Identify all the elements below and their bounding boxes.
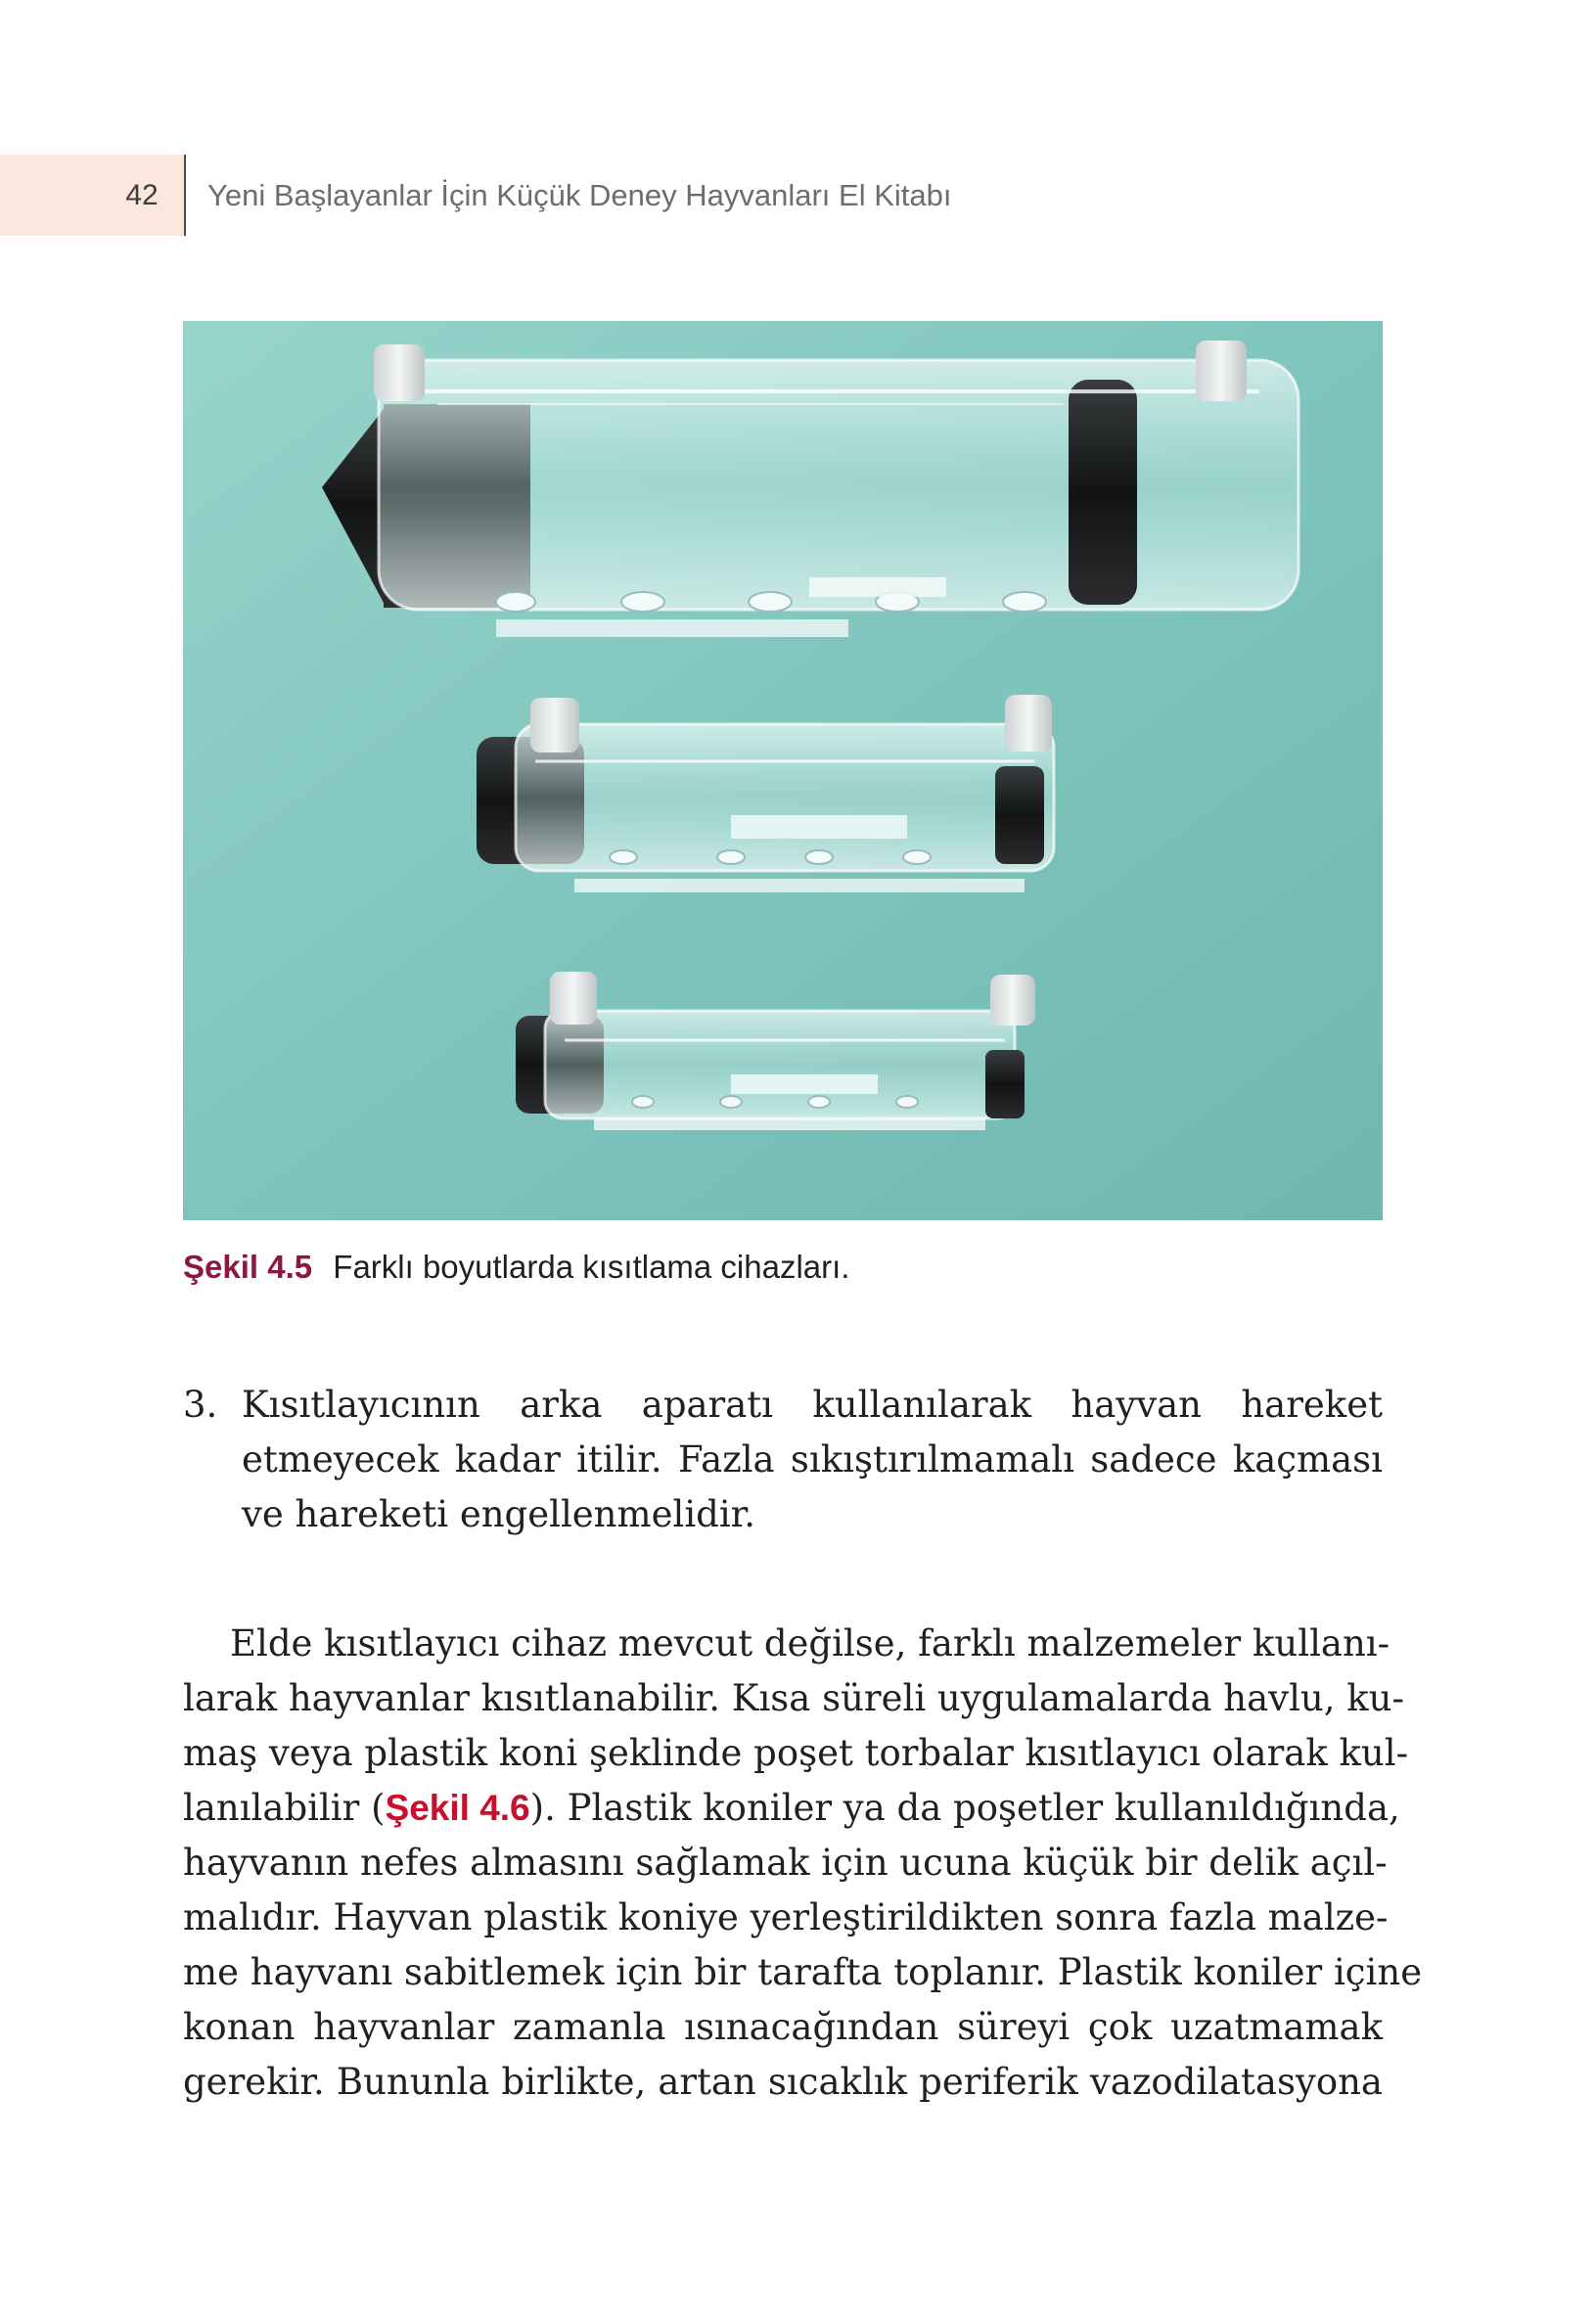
- large-restrainer: [322, 341, 1299, 637]
- paragraph-line: maş veya plastik koni şeklinde poşet torbalar kısıtlayıcı olarak kul-: [183, 1732, 1409, 1774]
- paragraph-line: me hayvanı sabitlemek için bir tarafta toplanır. Plastik koniler içine: [183, 1951, 1423, 1993]
- paragraph-line: larak hayvanlar kısıtlanabilir. Kısa süreli uygulamalarda havlu, ku-: [183, 1677, 1405, 1719]
- figure-caption-text: Farklı boyutlarda kısıtlama cihazları.: [333, 1249, 850, 1285]
- paragraph-line: konan hayvanlar zamanla ısınacağından süreyi çok uzatmamak: [183, 2006, 1383, 2048]
- body-paragraph: [183, 1617, 1423, 2110]
- paragraph-line: Elde kısıtlayıcı cihaz mevcut değilse, farklı malzemeler kullanı-: [230, 1622, 1390, 1664]
- paragraph-text: lanılabilir (: [183, 1787, 386, 1829]
- figure-label: Şekil 4.5: [183, 1249, 313, 1285]
- page-number: 42: [125, 179, 159, 211]
- restraint-devices-photo: [183, 321, 1383, 1220]
- running-title: Yeni Başlayanlar İçin Küçük Deney Hayvanları El Kitabı: [207, 178, 952, 212]
- numbered-list-item: [183, 1378, 1383, 1542]
- medium-restrainer: [477, 695, 1054, 892]
- paragraph-line: hayvanın nefes almasını sağlamak için ucuna küçük bir delik açıl-: [183, 1842, 1388, 1884]
- figure-caption: [183, 1245, 1383, 1290]
- list-item-text: Kısıtlayıcının arka aparatı kullanılarak hayvan hareket etmeyecek kadar itilir. Fazla sıkıştırılmamalı sadece kaçması ve hareketi engellenmelidir.: [242, 1384, 1383, 1535]
- paragraph-line: [183, 1781, 1400, 1836]
- list-item-number: 3.: [183, 1384, 218, 1426]
- paragraph-text: ). Plastik koniler ya da poşetler kullanıldığında,: [529, 1787, 1400, 1829]
- header-divider: [184, 155, 186, 236]
- paragraph-line: malıdır. Hayvan plastik koniye yerleştirildikten sonra fazla malze-: [183, 1896, 1389, 1938]
- figure-reference-link[interactable]: Şekil 4.6: [385, 1788, 530, 1828]
- paragraph-line: gerekir. Bununla birlikte, artan sıcaklık periferik vazodilatasyona: [183, 2061, 1383, 2103]
